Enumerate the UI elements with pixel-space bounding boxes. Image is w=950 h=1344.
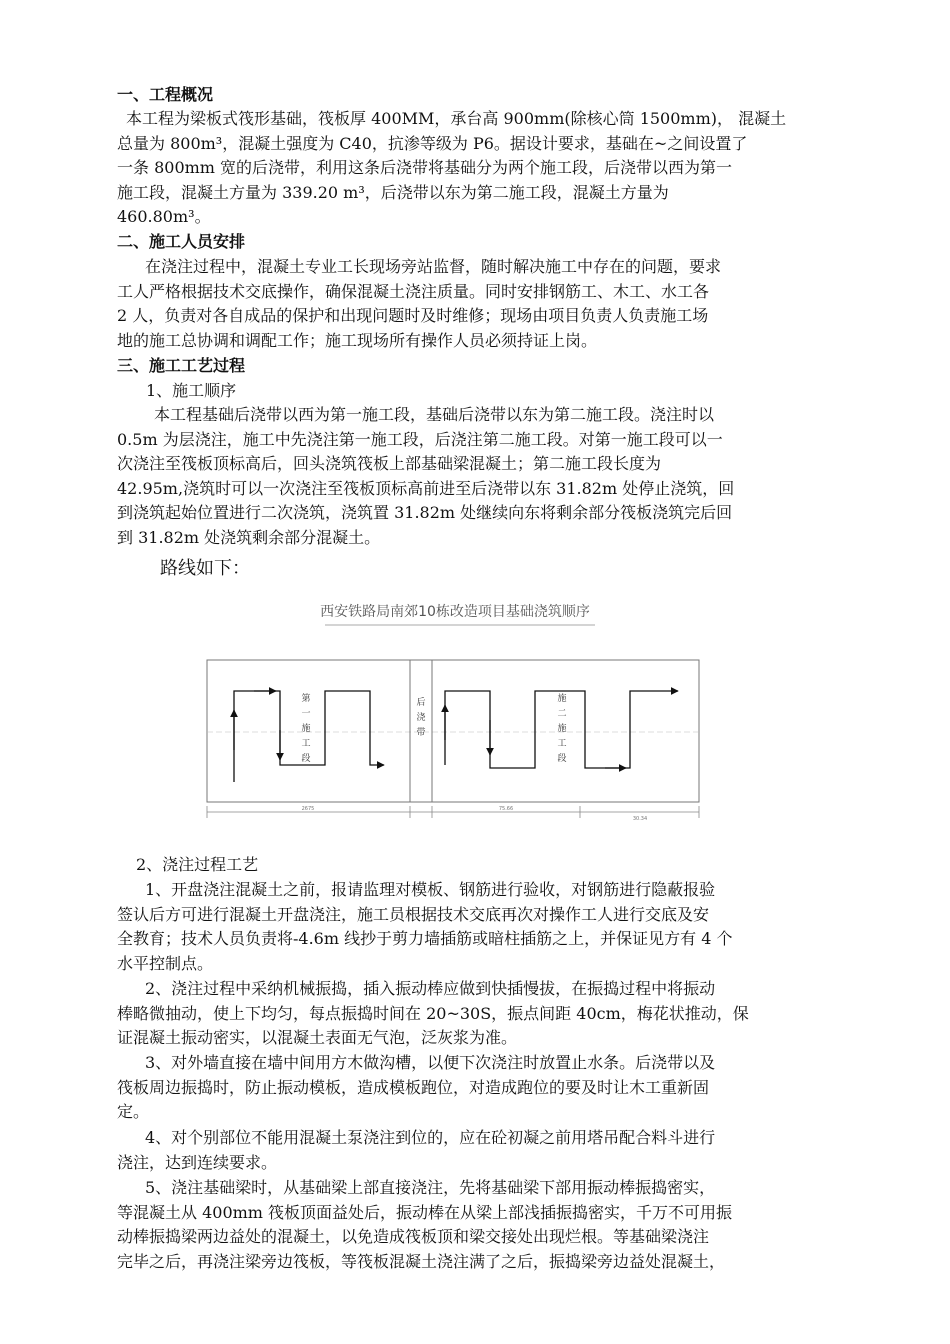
band-label-char: 后 [416, 698, 426, 708]
text-line: 本工程为梁板式筏形基础，筏板厚 400MM，承台高 900mm(除核心筒 1500mm)， 混凝土 [126, 109, 787, 128]
zone2-label-char: 二 [557, 709, 567, 719]
text-line: 42.95m,浇筑时可以一次浇注至筏板顶标高前进至后浇带以东 31.82m 处停止浇筑，回 [117, 478, 735, 498]
text-line: 次浇注至筏板顶标高后，回头浇筑筏板上部基础梁混凝土；第二施工段长度为 [117, 454, 662, 474]
zone1-label-char: 施 [301, 724, 311, 734]
text-line: 总量为 800m³，混凝土强度为 C40，抗渗等级为 P6。据设计要求，基础在~之间设置了 [117, 133, 748, 153]
subheading-pouring-process: 2、浇注过程工艺 [136, 855, 259, 874]
paragraph-staffing [117, 255, 835, 353]
item-3 [117, 1051, 835, 1125]
pour-sequence-diagram [190, 590, 720, 830]
text-line: 地的施工总协调和调配工作；施工现场所有操作人员必须持证上岗。 [117, 330, 598, 350]
diagram-title: 西安铁路局南郊10栋改造项目基础浇筑顺序 [320, 604, 590, 620]
text-line: 定。 [117, 1102, 150, 1122]
text-line: 在浇注过程中，混凝土专业工长现场旁站监督，随时解决施工中存在的问题，要求 [145, 257, 722, 276]
text-line: 2、浇注过程中采纳机械振捣，插入振动棒应做到快插慢拔，在振捣过程中将振动 [145, 979, 716, 998]
section-heading-staffing: 二、施工人员安排 [117, 232, 246, 251]
dimension-left-label: 2675 [301, 806, 315, 812]
text-line: 棒略微抽动，使上下均匀，每点振捣时间在 20~30S，振点间距 40cm，梅花状推动，保 [117, 1003, 749, 1023]
text-line: 到浇筑起始位置进行二次浇筑，浇筑置 31.82m 处继续向东将剩余部分筏板浇筑完后回 [117, 503, 733, 523]
band-label-char: 浇 [416, 713, 426, 723]
text-line: 签认后方可进行混凝土开盘浇注，施工员根据技术交底再次对操作工人进行交底及安 [117, 904, 710, 924]
text-line: 1、开盘浇注混凝土之前，报请监理对模板、钢筋进行验收，对钢筋进行隐蔽报验 [145, 880, 716, 899]
section-heading-process: 三、施工工艺过程 [117, 356, 246, 375]
item-2 [117, 977, 835, 1051]
zone2-label-char: 段 [557, 754, 567, 764]
zone2-label-char: 工 [557, 739, 567, 749]
dimension-right-label: 30.34 [632, 816, 648, 822]
subheading-sequence: 1、施工顺序 [146, 381, 237, 400]
text-line: 证混凝土振动密实，以混凝土表面无气泡，泛灰浆为准。 [117, 1028, 518, 1048]
text-line: 3、对外墙直接在墙中间用方木做沟槽，以便下次浇注时放置止水条。后浇带以及 [145, 1053, 716, 1072]
paragraph-sequence [117, 403, 835, 551]
text-line: 460.80m³。 [117, 207, 211, 227]
foundation-outline [207, 660, 699, 802]
text-line: 0.5m 为层浇注，施工中先浇注第一施工段，后浇注第二施工段。对第一施工段可以一 [117, 429, 723, 449]
zone2-label-char: 施 [557, 724, 567, 734]
band-label-char: 带 [416, 728, 426, 738]
zone1-label-char: 段 [301, 754, 311, 764]
item-4 [117, 1126, 835, 1175]
text-line: 浇注，达到连续要求。 [117, 1152, 278, 1172]
text-line: 动棒振捣梁两边益处的混凝土，以免造成筏板顶和梁交接处出现烂根。等基础梁浇注 [117, 1227, 710, 1247]
zone1-pour-path [234, 691, 384, 782]
section-heading-overview: 一、工程概况 [117, 85, 214, 104]
text-line: 4、对个别部位不能用混凝土泵浇注到位的，应在砼初凝之前用塔吊配合料斗进行 [145, 1128, 716, 1147]
text-line: 完毕之后，再浇注梁旁边筏板，等筏板混凝土浇注满了之后，振捣梁旁边益处混凝土， [117, 1251, 726, 1271]
zone1-label-char: 第 [301, 694, 311, 704]
text-line: 2 人，负责对各自成品的保护和出现问题时及时维修；现场由项目负责人负责施工场 [117, 306, 709, 326]
text-line: 5、浇注基础梁时，从基础梁上部直接浇注，先将基础梁下部用振动棒振捣密实， [145, 1178, 716, 1197]
item-5 [117, 1176, 835, 1274]
text-line: 筏板周边振捣时，防止振动模板，造成模板跑位，对造成跑位的要及时让木工重新固 [117, 1077, 710, 1097]
dimension-mid-label: 75.66 [498, 806, 514, 812]
text-line: 到 31.82m 处浇筑剩余部分混凝土。 [117, 527, 381, 547]
zone1-label-char: 一 [301, 709, 311, 719]
paragraph-overview [117, 107, 835, 230]
text-line: 施工段，混凝土方量为 339.20 m³，后浇带以东为第二施工段，混凝土方量为 [117, 182, 669, 202]
zone2-label-char: 施 [557, 694, 567, 704]
text-line: 水平控制点。 [117, 953, 214, 973]
text-line: 全教育；技术人员负责将-4.6m 线抄于剪力墙插筋或暗柱插筋之上，并保证见方有 4 个 [117, 929, 733, 949]
zone1-label-char: 工 [301, 739, 311, 749]
text-line: 工人严格根据技术交底操作，确保混凝土浇注质量。同时安排钢筋工、木工、水工各 [117, 281, 710, 301]
route-label: 路线如下： [160, 558, 250, 579]
text-line: 本工程基础后浇带以西为第一施工段，基础后浇带以东为第二施工段。浇注时以 [154, 405, 715, 424]
item-1 [117, 878, 835, 976]
text-line: 等混凝土从 400mm 筏板顶面益处后，振动棒在从梁上部浅插振捣密实，千万不可用振 [117, 1202, 733, 1222]
text-line: 一条 800mm 宽的后浇带，利用这条后浇带将基础分为两个施工段，后浇带以西为第一 [117, 158, 733, 178]
